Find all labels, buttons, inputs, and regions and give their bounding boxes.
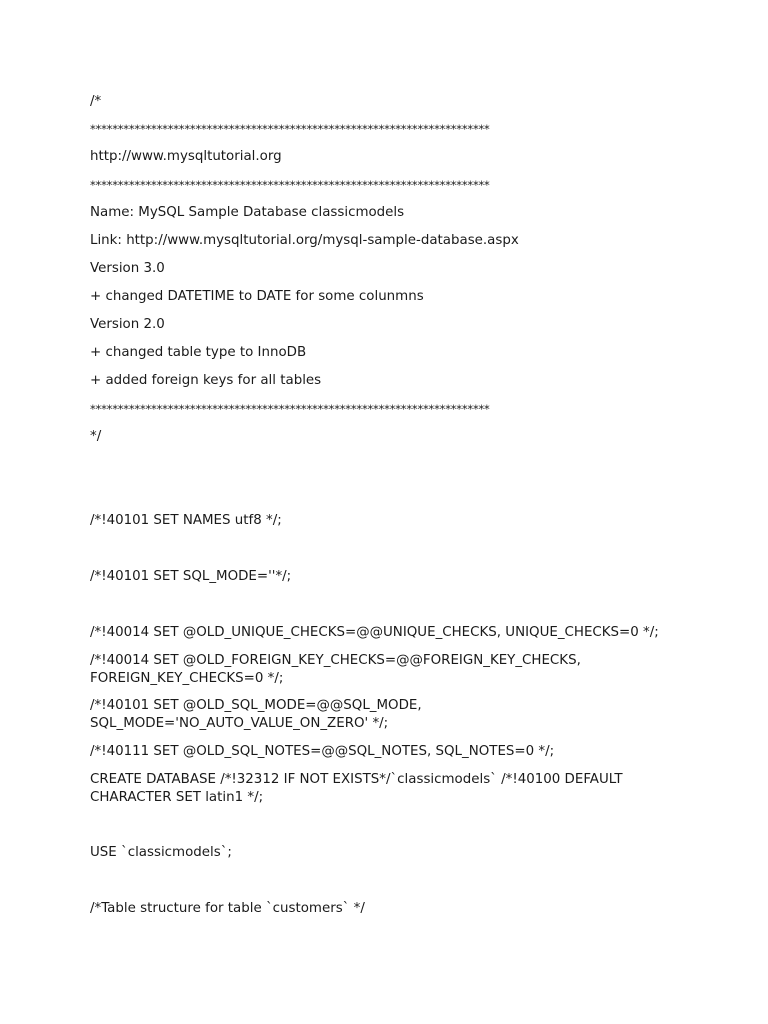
table-structure-comment: /*Table structure for table `customers` */ — [90, 901, 365, 916]
sql-set-old-sql-mode: /*!40101 SET @OLD_SQL_MODE=@@SQL_MODE, SQL_MODE='NO_AUTO_VALUE_ON_ZERO' */; — [90, 698, 422, 731]
sql-set-unique-checks: /*!40014 SET @OLD_UNIQUE_CHECKS=@@UNIQUE_CHECKS, UNIQUE_CHECKS=0 */; — [90, 625, 659, 640]
sql-set-sql-notes: /*!40111 SET @OLD_SQL_NOTES=@@SQL_NOTES, SQL_NOTES=0 */; — [90, 744, 555, 759]
sql-set-foreign-key-checks: /*!40014 SET @OLD_FOREIGN_KEY_CHECKS=@@FOREIGN_KEY_CHECKS, FOREIGN_KEY_CHECKS=0 */; — [90, 653, 581, 686]
separator-rule: ************************************************************************ — [90, 402, 490, 416]
sql-create-database: CREATE DATABASE /*!32312 IF NOT EXISTS*/`classicmodels` /*!40100 DEFAULT CHARACTER SET latin1 */; — [90, 772, 623, 805]
comment-open: /* — [90, 94, 102, 109]
version-2-heading: Version 2.0 — [90, 317, 165, 332]
database-link: Link: http://www.mysqltutorial.org/mysql-sample-database.aspx — [90, 233, 519, 248]
sql-set-names: /*!40101 SET NAMES utf8 */; — [90, 513, 282, 528]
version-2-change-innodb: + changed table type to InnoDB — [90, 345, 307, 360]
sql-use-database: USE `classicmodels`; — [90, 845, 232, 860]
comment-close: */ — [90, 429, 102, 444]
version-3-heading: Version 3.0 — [90, 261, 165, 276]
site-url: http://www.mysqltutorial.org — [90, 149, 282, 164]
version-3-change: + changed DATETIME to DATE for some colunmns — [90, 289, 424, 304]
separator-rule: ************************************************************************ — [90, 122, 490, 136]
sql-set-sql-mode: /*!40101 SET SQL_MODE=''*/; — [90, 569, 292, 584]
database-name: Name: MySQL Sample Database classicmodels — [90, 205, 405, 220]
version-2-change-foreign-keys: + added foreign keys for all tables — [90, 373, 322, 388]
separator-rule: ************************************************************************ — [90, 178, 490, 192]
